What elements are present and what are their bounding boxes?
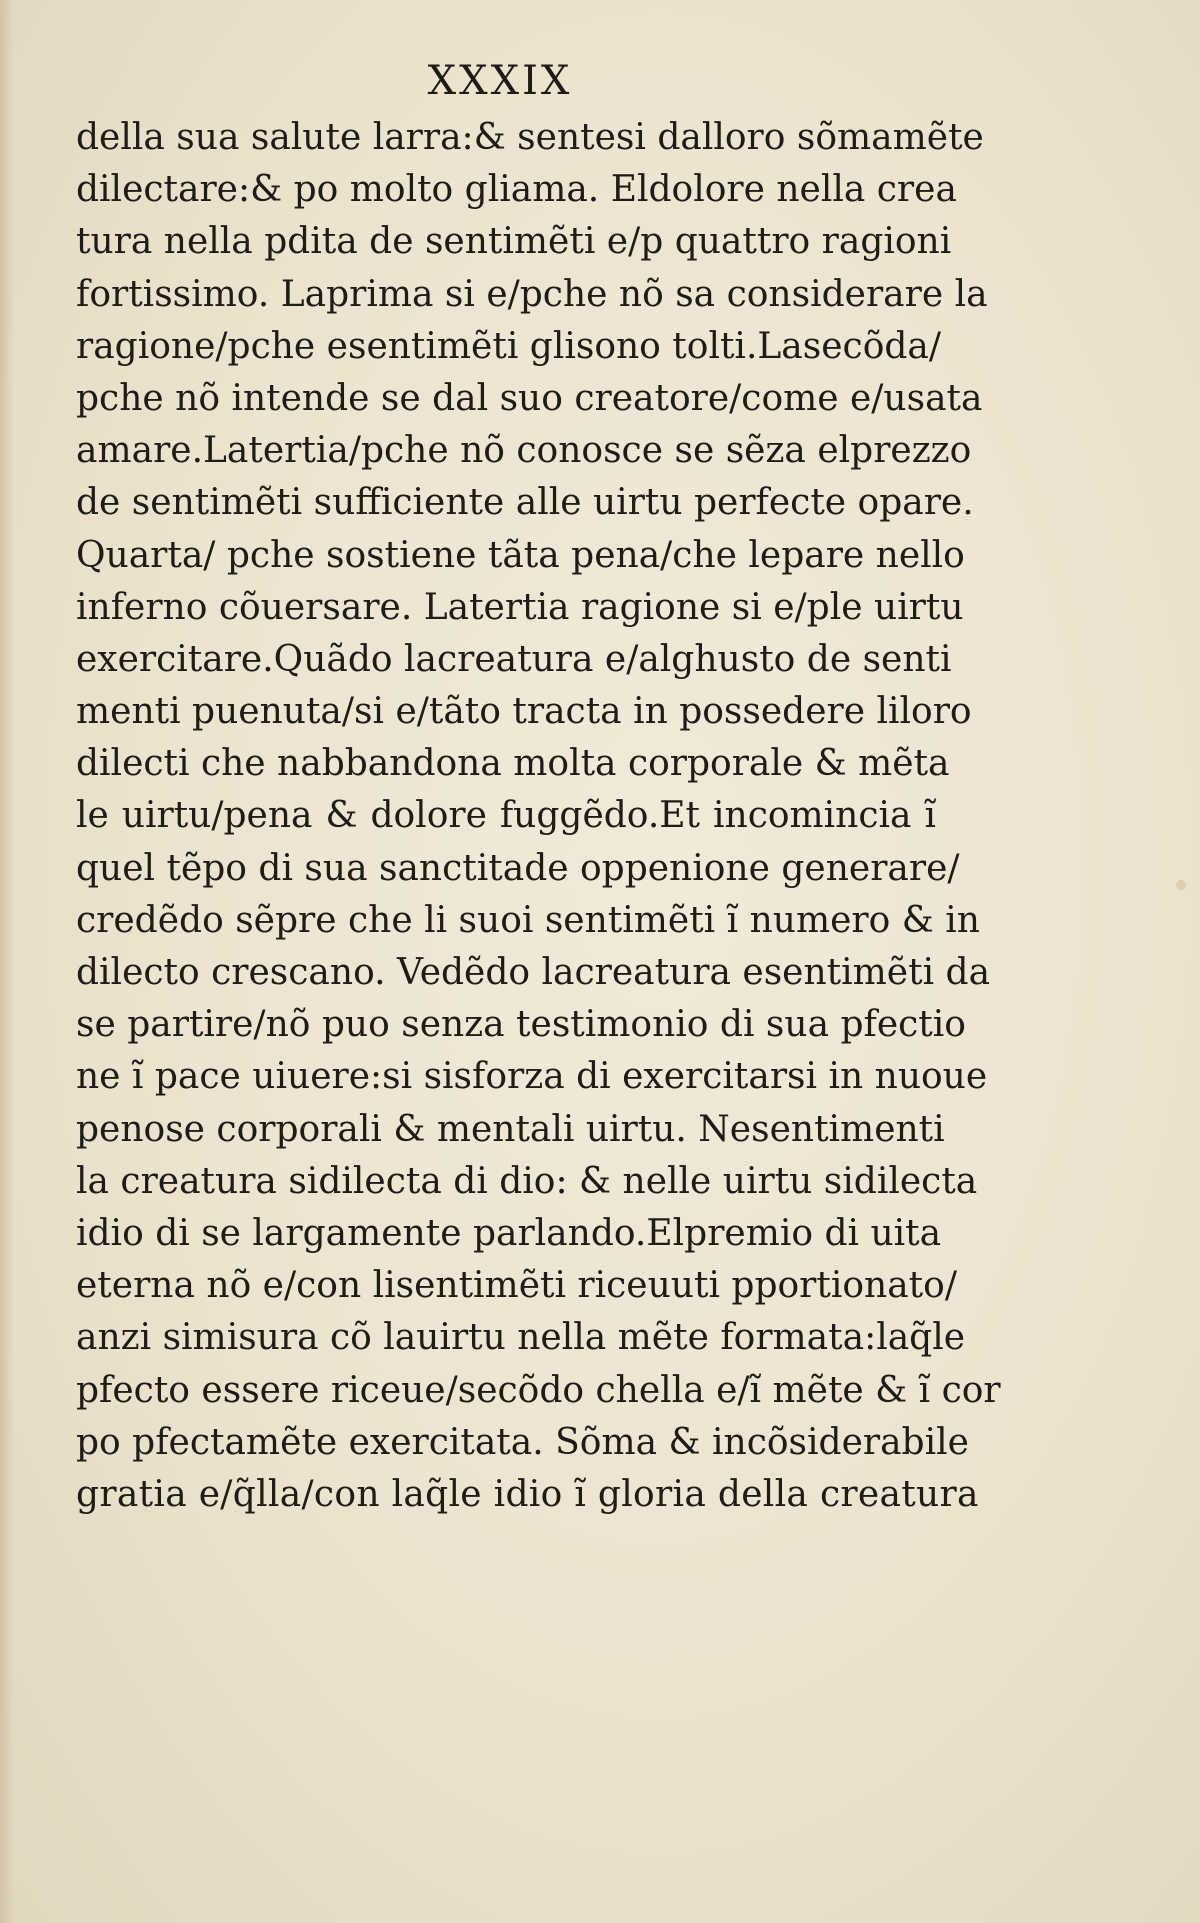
text-line: ragione/pche esentimẽti glisono tolti.Lasecõda/ [76,325,942,367]
text-line: della sua salute larra:& sentesi dalloro sõmamẽte [76,117,984,158]
text-line: eterna nõ e/con lisentimẽti riceuuti pportionato/ [76,1265,957,1307]
text-line: tura nella pdita de sentimẽti e/p quattro ragioni [76,221,952,263]
text-line: Quarta/ pche sostiene tãta pena/che lepare nello [76,534,965,576]
paper-stain [1176,880,1186,890]
text-line: pfecto essere riceue/secõdo chella e/ĩ mẽte & ĩ cor [76,1369,1001,1411]
text-line: penose corporali & mentali uirtu. Nesentimenti [76,1108,945,1150]
text-line: idio di se largamente parlando.Elpremio di uita [76,1212,942,1254]
text-line: menti puenuta/si e/tãto tracta in possedere liloro [76,691,972,733]
folio-number: XXXIX [427,58,573,104]
text-line: fortissimo. Laprima si e/pche nõ sa considerare la [76,273,988,315]
text-line: amare.Latertia/pche nõ conosce se sẽza elprezzo [76,430,972,472]
text-line: quel tẽpo di sua sanctitade oppenione generare/ [76,847,960,889]
text-line: dilectare:& po molto gliama. Eldolore nella crea [76,169,957,211]
text-line: pche nõ intende se dal suo creatore/come e/usata [76,377,983,419]
text-line: ne ĩ pace uiuere:si sisforza di exercitarsi in nuoue [76,1056,988,1098]
text-line: de sentimẽti sufficiente alle uirtu perfecte opare. [76,482,974,524]
text-block [76,112,1001,1521]
text-line: le uirtu/pena & dolore fuggẽdo.Et incomincia ĩ [76,795,936,837]
text-line: credẽdo sẽpre che li suoi sentimẽti ĩ numero & in [76,899,980,941]
text-line: dilecti che nabbandona molta corporale & mẽta [76,743,950,785]
text-line: po pfectamẽte exercitata. Sõma & incõsiderabile [76,1421,969,1463]
text-line: gratia e/q̃lla/con laq̃le idio ĩ gloria della creatura [76,1473,979,1515]
text-line: anzi simisura cõ lauirtu nella mẽte formata:laq̃le [76,1317,966,1359]
text-line: exercitare.Quãdo lacreatura e/alghusto de senti [76,638,952,680]
text-line: dilecto crescano. Vedẽdo lacreatura esentimẽti da [76,952,991,993]
text-line: inferno cõuersare. Latertia ragione si e/ple uirtu [76,586,964,628]
text-line: la creatura sidilecta di dio: & nelle uirtu sidilecta [76,1160,978,1202]
text-line: se partire/nõ puo senza testimonio di sua pfectio [76,1004,966,1046]
